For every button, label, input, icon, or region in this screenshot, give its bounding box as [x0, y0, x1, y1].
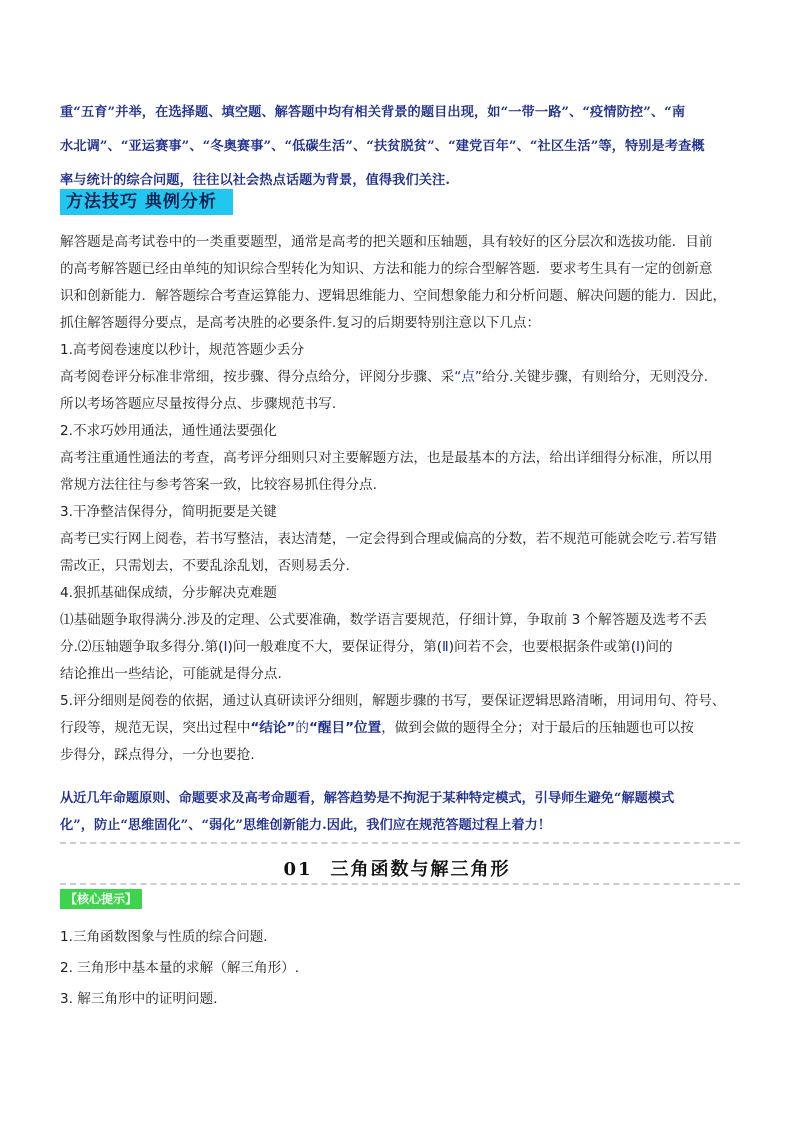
- body-line: 解答题是高考试卷中的一类重要题型，通常是高考的把关题和压轴题，具有较好的区分层次和选拔功能．目前: [60, 234, 713, 250]
- intro-line: 水北调”、“亚运赛事”、“冬奥赛事”、“低碳生活”、“扶贫脱贫”、“建党百年”、“社区生活”等，特别是考查概: [60, 139, 705, 154]
- tip-heading-3: 3.干净整洁保得分，简明扼要是关键: [60, 504, 277, 520]
- tip-heading-2: 2.不求巧妙用通法，通性通法要强化: [60, 423, 277, 439]
- highlight-point: “点”: [454, 369, 482, 385]
- tip-heading-1: 1.高考阅卷速度以秒计，规范答题少丢分: [60, 342, 305, 358]
- body-line: 5.评分细则是阅卷的依据，通过认真研读评分细则，解题步骤的书写，要保证逻辑思路清晰，用词用句、符号、: [60, 693, 726, 709]
- section-heading: [0, 855, 794, 881]
- intro-line: 重“五育”并举，在选择题、填空题、解答题中均有相关背景的题目出现，如“一带一路”、“疫情防控”、“南: [60, 105, 686, 120]
- body-line: 高考注重通性通法的考查，高考评分细则只对主要解题方法，也是最基本的方法，给出详细得分标准，所以用: [60, 450, 713, 466]
- body-text-span: )问的: [640, 639, 673, 655]
- section-title-text: 三角函数与解三角形: [330, 859, 511, 880]
- body-line: [60, 634, 744, 661]
- body-text-span: 高考阅卷评分标准非常细，按步骤、得分点给分，评阅分步骤、采: [60, 369, 455, 385]
- body-text-span: ，做到会做的题得全分；对于最后的压轴题也可以按: [381, 720, 694, 736]
- body-line: 的高考解答题已经由单纯的知识综合型转化为知识、方法和能力的综合型解答题．要求考生具有一定的创新意: [60, 261, 713, 277]
- core-tips-list: [60, 922, 740, 1015]
- body-text-span: 行段等，规范无误，突出过程中: [60, 720, 251, 736]
- roman-numeral: Ⅰ: [223, 639, 228, 655]
- body-line: 结论推出一些结论，可能就是得分点.: [60, 666, 282, 682]
- intro-paragraph: [60, 96, 740, 198]
- body-line: ⑴基础题争取得满分.涉及的定理、公式要准确，数学语言要规范，仔细计算，争取前 3 个解答题及选考不丢: [60, 612, 707, 628]
- roman-numeral: Ⅰ: [636, 639, 641, 655]
- section-banner: 方法技巧 典例分析: [60, 189, 233, 215]
- body-text-span: )问一般难度不大，要保证得分，第(: [227, 639, 443, 655]
- list-item: 1.三角函数图象与性质的综合问题.: [60, 929, 268, 945]
- section-number: 01: [283, 859, 313, 880]
- body-line: [60, 715, 744, 742]
- intro-line: 率与统计的综合问题，往往以社会热点话题为背景，值得我们关注.: [60, 173, 451, 188]
- body-line: 识和创新能力．解答题综合考查运算能力、逻辑思维能力、空间想象能力和分析问题、解决问题的能力．因此，: [60, 288, 727, 304]
- highlight-position: “醒目”位置: [308, 720, 382, 736]
- body-text-span: )问若不会，也要根据条件或第(: [448, 639, 637, 655]
- body-line: [60, 364, 744, 391]
- dashed-divider: [60, 842, 740, 844]
- roman-numeral: Ⅱ: [442, 639, 449, 655]
- body-line: 需改正，只需划去，不要乱涂乱划，否则易丢分.: [60, 558, 350, 574]
- conclusion-line: 化”，防止“思维固化”、“弱化”思维创新能力.因此，我们应在规范答题过程上着力！: [60, 818, 551, 833]
- highlight-conclusion: “结论”: [250, 720, 296, 736]
- core-tips-tag: 【核心提示】: [60, 889, 142, 909]
- tip-heading-4: 4.狠抓基础保成绩，分步解决克难题: [60, 585, 277, 601]
- dashed-divider: [60, 883, 740, 885]
- body-line: 常规方法往往与参考答案一致，比较容易抓住得分点.: [60, 477, 377, 493]
- body-line: 高考已实行网上阅卷，若书写整洁，表达清楚，一定会得到合理或偏高的分数，若不规范可能就会吃亏.若写错: [60, 531, 717, 547]
- conclusion-paragraph: [60, 785, 744, 839]
- body-text-span: 的: [295, 720, 309, 736]
- conclusion-line: 从近几年命题原则、命题要求及高考命题看，解答趋势是不拘泥于某种特定模式，引导师生避免“解题模式: [60, 791, 675, 806]
- body-line: 抓住解答题得分要点，是高考决胜的必要条件.复习的后期要特别注意以下几点：: [60, 315, 541, 331]
- body-line: 步得分，踩点得分，一分也要抢.: [60, 747, 255, 763]
- list-item: 2. 三角形中基本量的求解（解三角形）.: [60, 960, 300, 976]
- method-tips-body: [60, 229, 744, 769]
- body-line: 所以考场答题应尽量按得分点、步骤规范书写.: [60, 396, 337, 412]
- body-text-span: 给分.关键步骤，有则给分，无则没分.: [481, 369, 709, 385]
- body-text-span: 分.⑵压轴题争取多得分.第(: [60, 639, 224, 655]
- list-item: 3. 解三角形中的证明问题.: [60, 991, 218, 1007]
